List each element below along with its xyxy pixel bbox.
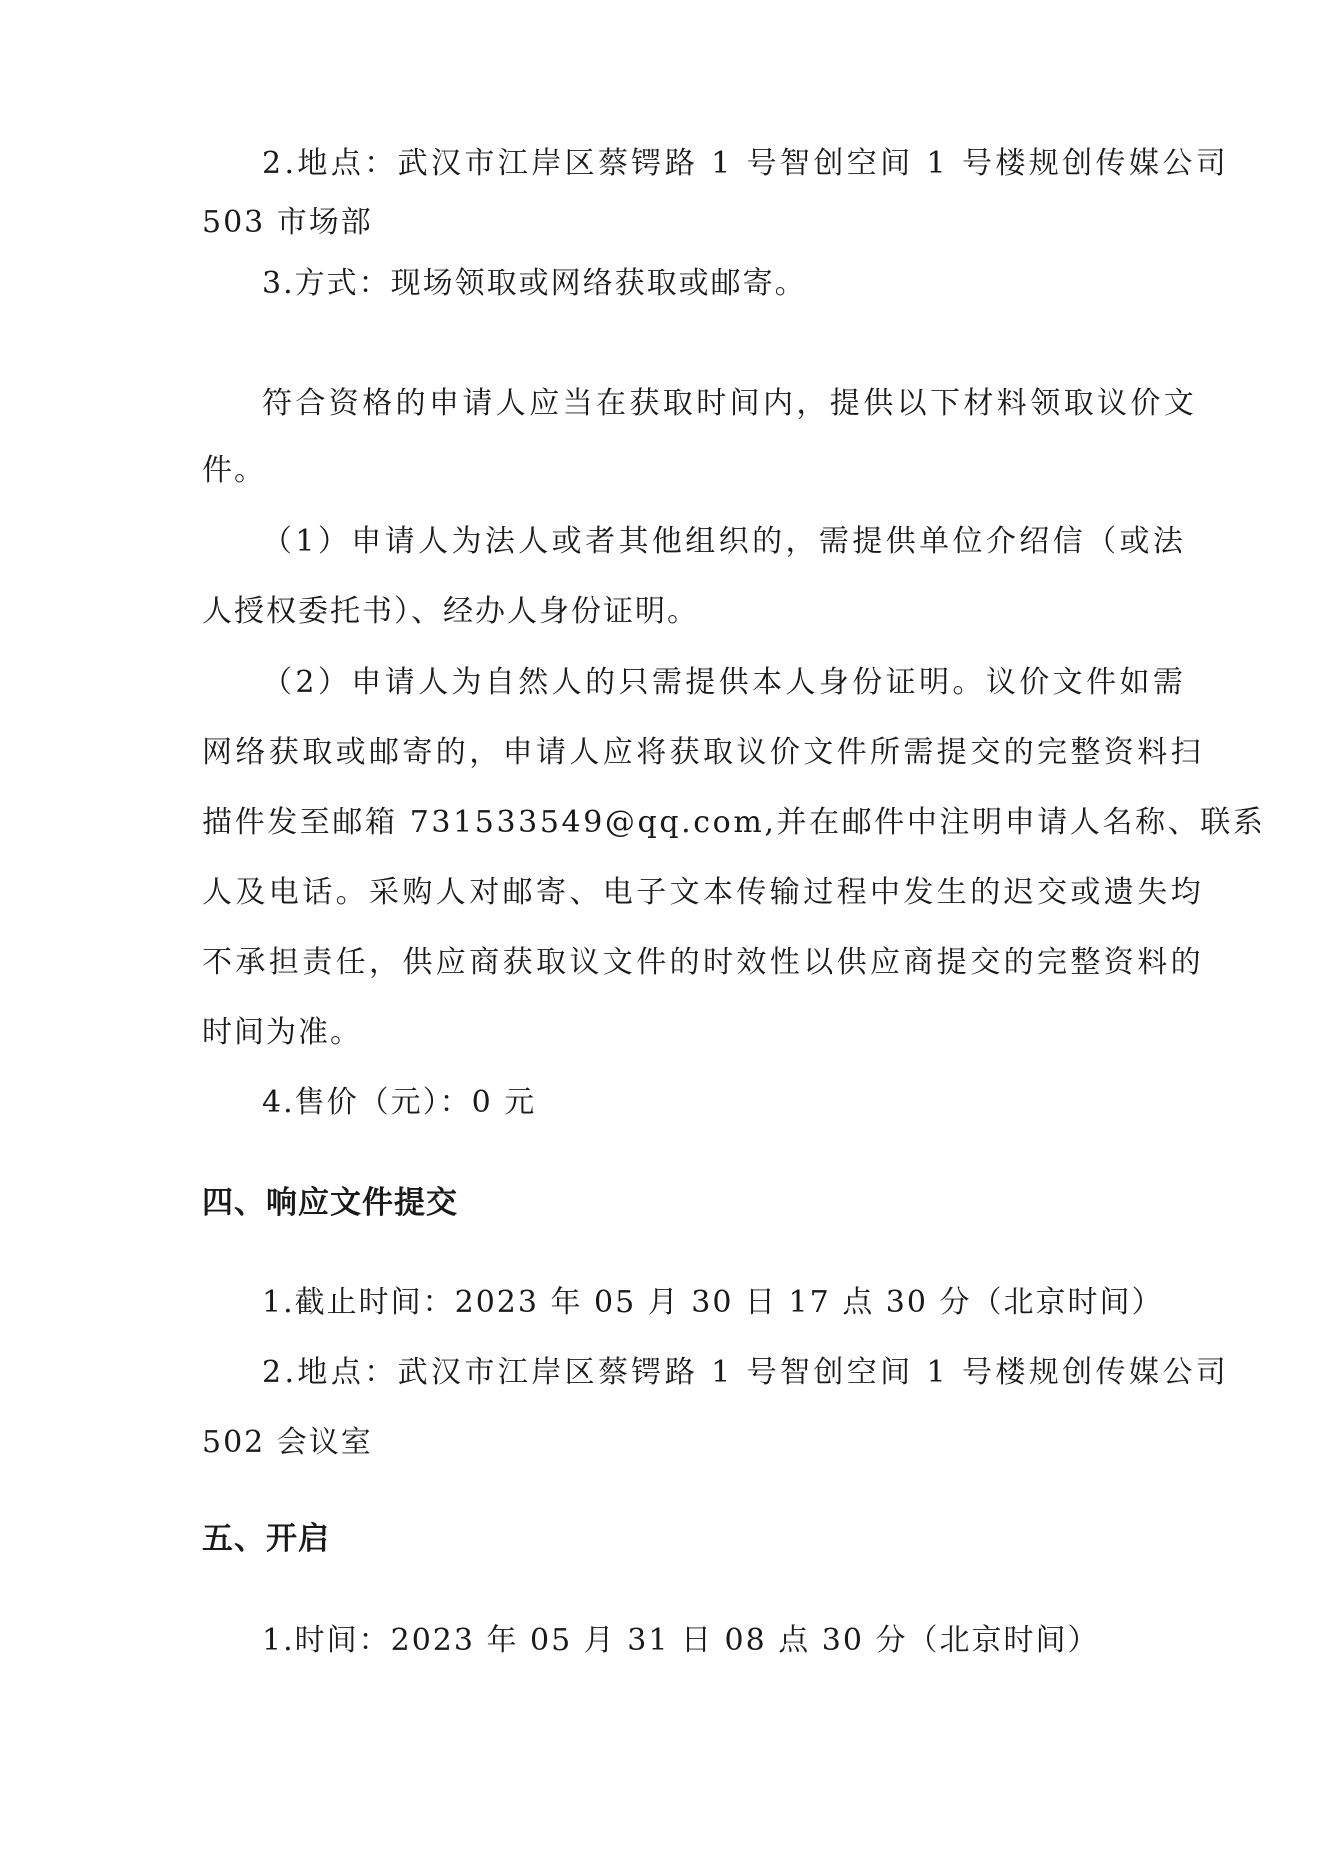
submission-location-line-2: 502 会议室 <box>202 1425 373 1460</box>
item1-line-1: （1）申请人为法人或者其他组织的，需提供单位介绍信（或法 <box>262 524 1187 559</box>
location-line-1: 2.地点：武汉市江岸区蔡锷路 1 号智创空间 1 号楼规创传媒公司 <box>262 146 1230 181</box>
item2-line-4: 人及电话。采购人对邮寄、电子文本传输过程中发生的迟交或遗失均 <box>202 875 1204 910</box>
requirement-line-2: 件。 <box>202 453 266 488</box>
section-4-heading: 四、响应文件提交 <box>202 1185 458 1221</box>
item2-line-2: 网络获取或邮寄的，申请人应将获取议价文件所需提交的完整资料扫 <box>202 735 1204 770</box>
requirement-line-1: 符合资格的申请人应当在获取时间内，提供以下材料领取议价文 <box>262 386 1198 421</box>
item1-line-2: 人授权委托书）、经办人身份证明。 <box>202 594 699 629</box>
section-5-heading: 五、开启 <box>202 1521 330 1557</box>
opening-time-line: 1.时间：2023 年 05 月 31 日 08 点 30 分（北京时间） <box>262 1623 1100 1658</box>
item2-line-6: 时间为准。 <box>202 1015 362 1050</box>
location-line-2: 503 市场部 <box>202 205 373 240</box>
submission-location-line-1: 2.地点：武汉市江岸区蔡锷路 1 号智创空间 1 号楼规创传媒公司 <box>262 1355 1230 1390</box>
item2-line-1: （2）申请人为自然人的只需提供本人身份证明。议价文件如需 <box>262 665 1187 700</box>
item2-line-5: 不承担责任，供应商获取议文件的时效性以供应商提交的完整资料的 <box>202 945 1204 980</box>
method-line: 3.方式：现场领取或网络获取或邮寄。 <box>262 266 807 301</box>
item2-line-3: 描件发至邮箱 731533549@qq.com,并在邮件中注明申请人名称、联系 <box>202 805 1266 840</box>
deadline-line: 1.截止时间：2023 年 05 月 30 日 17 点 30 分（北京时间） <box>262 1285 1164 1320</box>
price-line: 4.售价（元）：0 元 <box>262 1085 537 1120</box>
